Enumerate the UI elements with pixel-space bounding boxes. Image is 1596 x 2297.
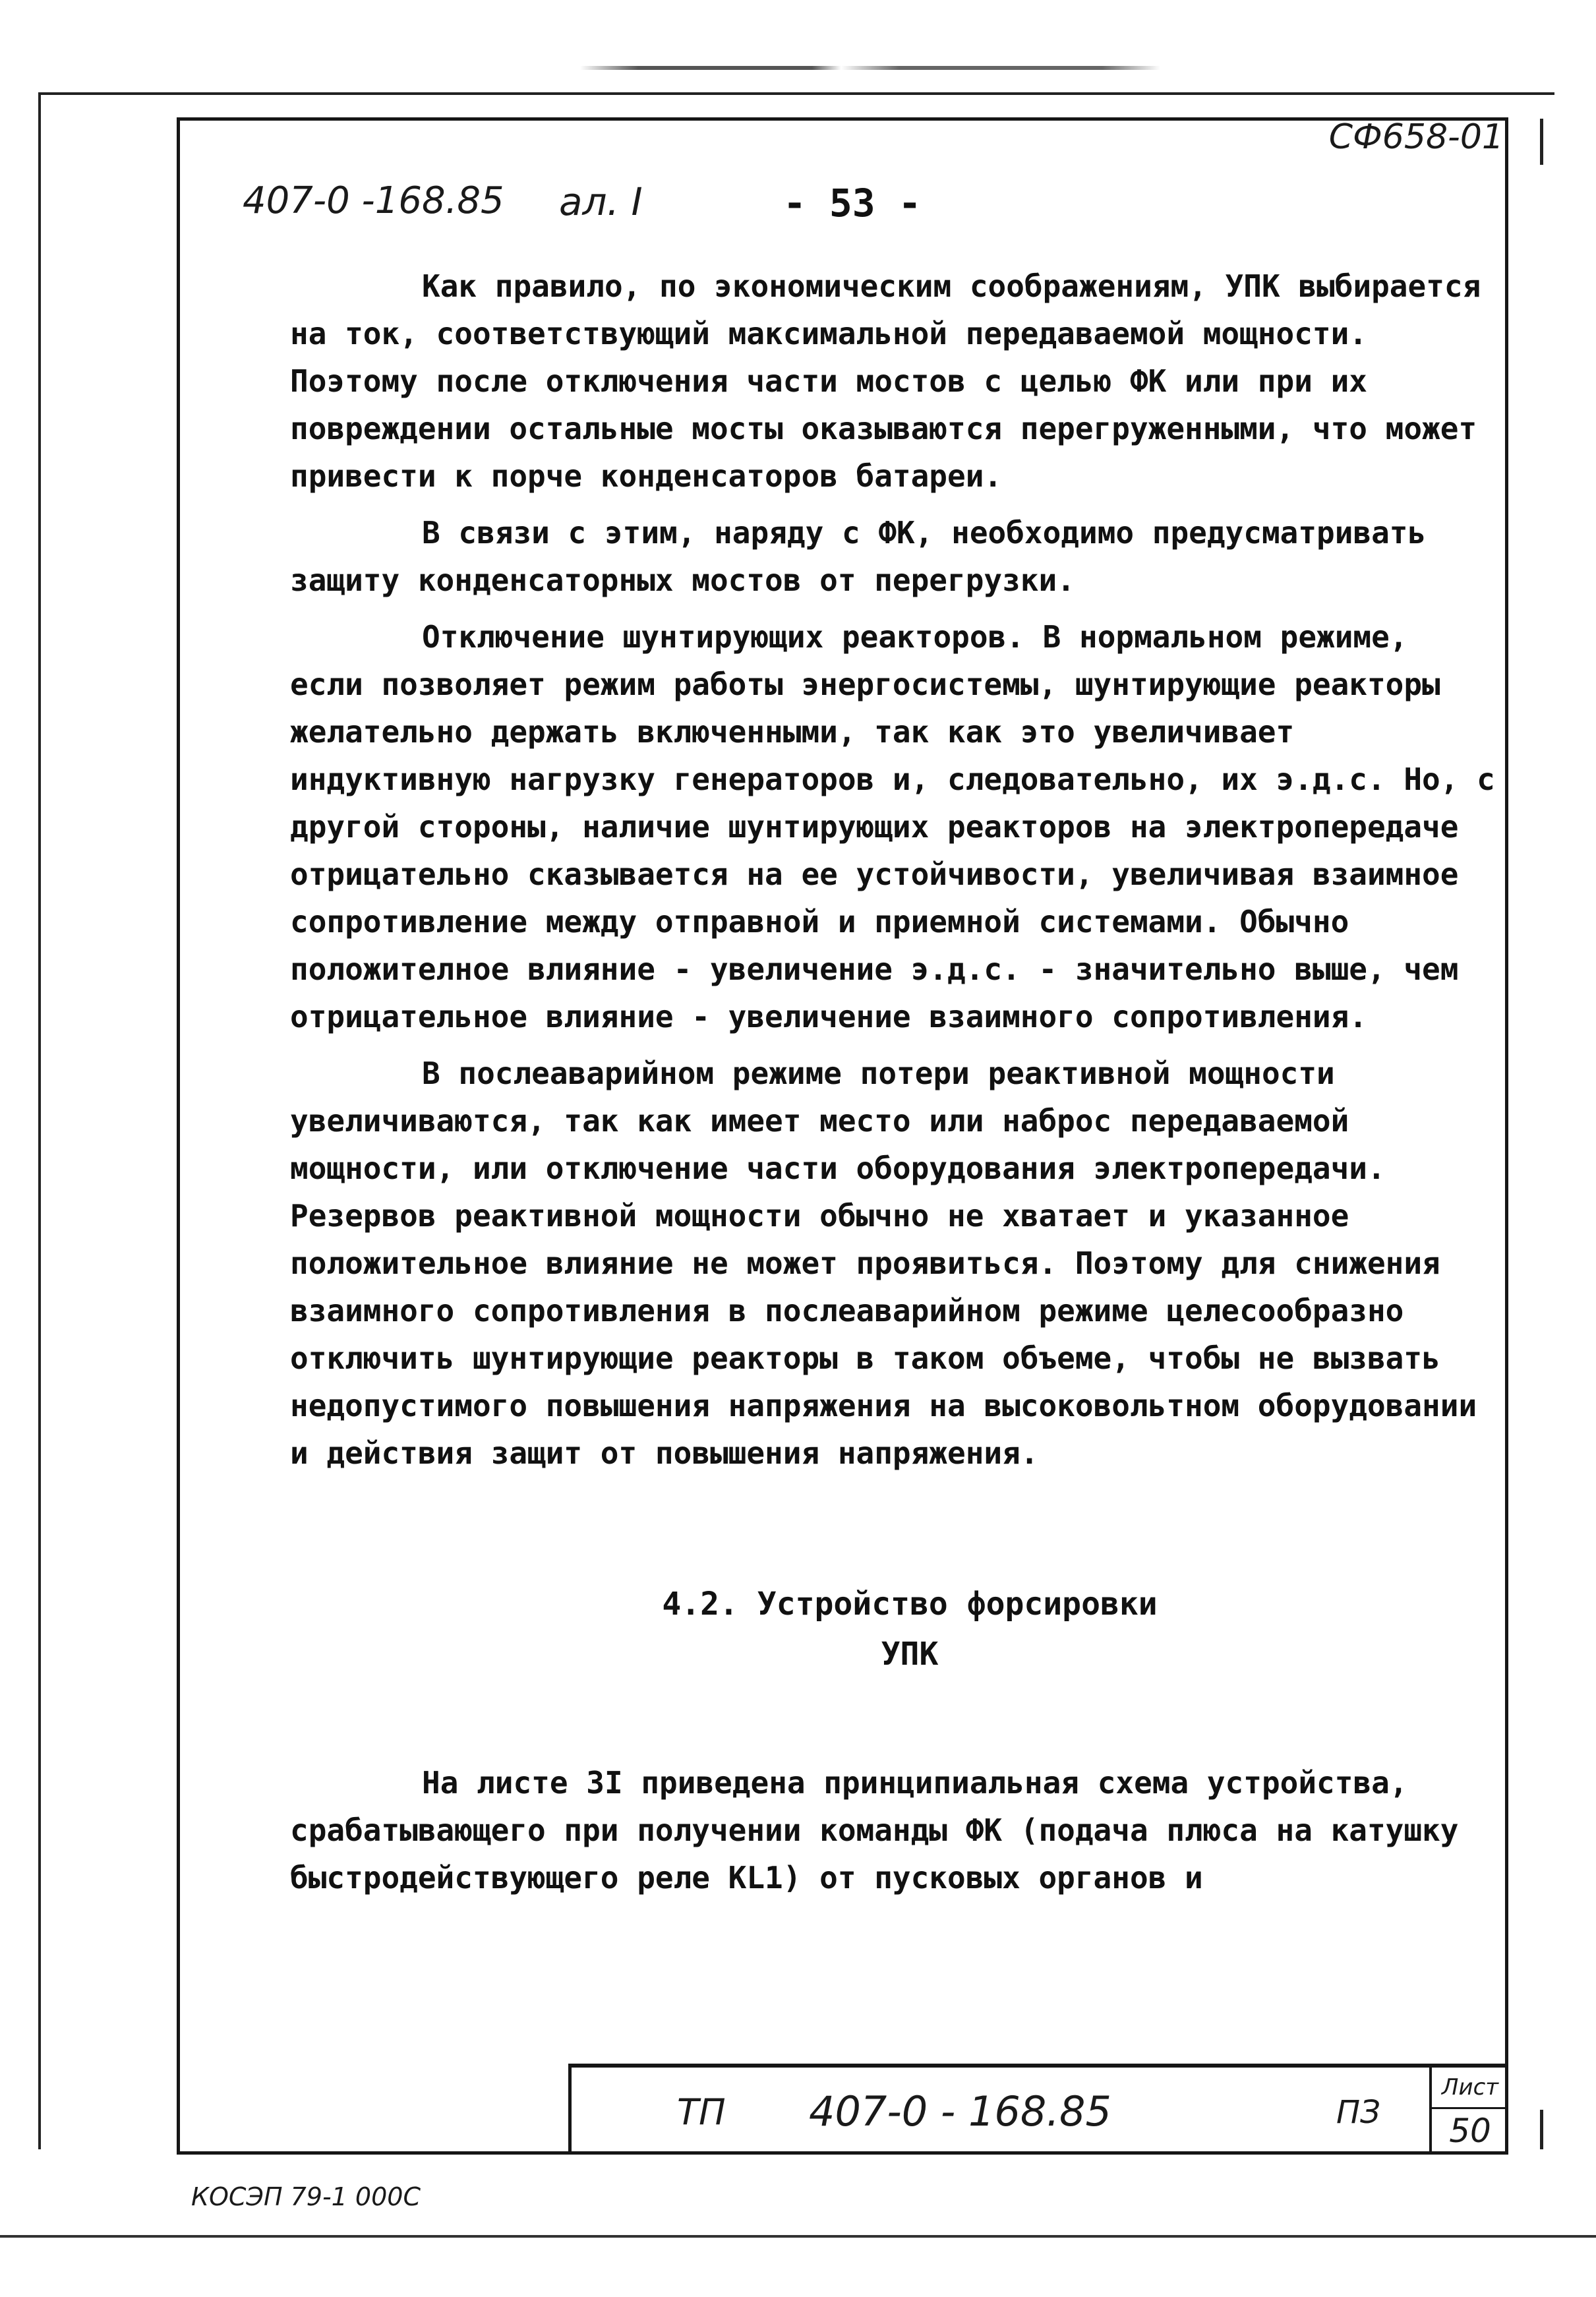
album-label: ал. I: [559, 179, 643, 224]
paragraph: В связи с этим, наряду с ФК, необходимо предусматривать защиту конденсаторных мостов от перегрузки.: [290, 515, 1427, 598]
scan-artifact: [580, 66, 1160, 70]
margin-mark: [1540, 119, 1543, 165]
footer-note: КОСЭП 79-1 000С: [191, 2182, 421, 2211]
paragraph: В послеаварийном режиме потери реактивной мощности увеличиваются, так как имеет место или наброс передаваемой мощности, или отключение части оборудования электропередачи. Резервов реактивной мощности обычно не хватает и указанное положительное влияние не может проявиться. Поэтому для снижения взаимного сопротивления в послеаварийном режиме целесообразно отключить шунтирующие реакторы в таком объеме, чтобы не вызвать недопустимого повышения напряжения на высоковольтном оборудовании и действия защит от повышения напряжения.: [290, 1056, 1477, 1471]
outer-frame-top: [38, 92, 1554, 95]
page-header: [243, 179, 1231, 232]
stamp-sheet-label: Лист: [1429, 2068, 1508, 2109]
stamp-sheet-number: 50: [1429, 2107, 1508, 2155]
bottom-rule: [0, 2235, 1596, 2238]
paragraph: На листе 3I приведена принципиальная схема устройства, срабатывающего при получении команды ФК (подача плюса на катушку быстродействующего реле КL1) от пусковых органов и: [290, 1765, 1459, 1895]
section-heading-line1: 4.2. Устройство форсировки: [662, 1586, 1158, 1623]
section-heading: [653, 1579, 1167, 1679]
title-block-stamp: [568, 2064, 1508, 2155]
doc-number: 407-0 -168.85: [243, 179, 504, 222]
outer-frame-left: [38, 92, 41, 2149]
stamp-part: ПЗ: [1336, 2094, 1380, 2131]
margin-mark: [1540, 2110, 1543, 2149]
stamp-tp: ТП: [677, 2091, 726, 2133]
main-text: [290, 262, 1496, 1486]
stamp-number: 407-0 - 168.85: [809, 2087, 1111, 2135]
paragraph: Отключение шунтирующих реакторов. В нормальном режиме, если позволяет режим работы энергосистемы, шунтирующие реакторы желательно держать включенными, так как это увеличивает индуктивную нагрузку генераторов и, следовательно, их э.д.с. Но, с другой стороны, наличие шунтирующих реакторов на электропередаче отрицательно сказывается на ее устойчивости, увеличивая взаимное сопротивление между отправной и приемной системами. Обычно положителное влияние - увеличение э.д.с. - значительно выше, чем отрицательное влияние - увеличение взаимного сопротивления.: [290, 619, 1495, 1034]
document-code: СФ658-01: [1328, 117, 1504, 157]
paragraph: Как правило, по экономическим соображениям, УПК выбирается на ток, соответствующий максимальной передаваемой мощности. Поэтому после отключения части мостов с целью ФК или при их повреждении остальные мосты оказываются перегруженными, что может привести к порче конденсаторов батареи.: [290, 268, 1481, 494]
page-number: - 53 -: [783, 181, 922, 225]
continuation-text: [290, 1759, 1496, 1911]
section-heading-line2: УПК: [881, 1636, 939, 1673]
